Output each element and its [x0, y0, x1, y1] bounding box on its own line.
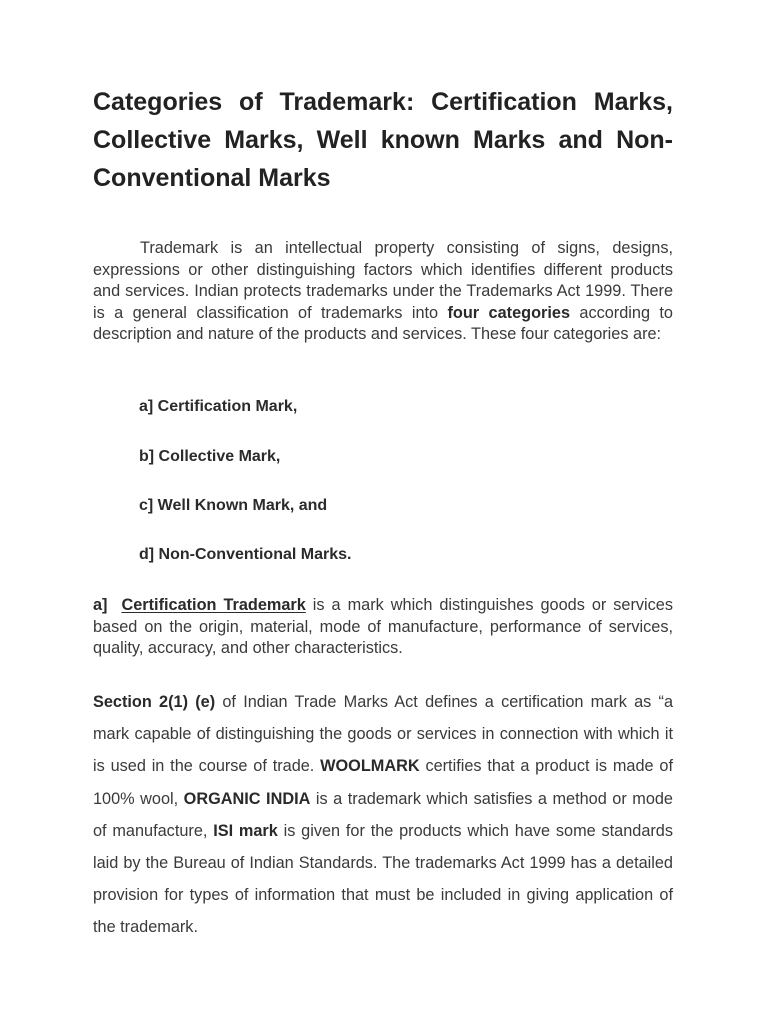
section-bold-organic-india: ORGANIC INDIA — [183, 789, 311, 808]
section-text-4: is given for the products which have some standards laid by the Bureau of Indian Standards. The trademarks Act 1999 has a detailed provision for types of information that must be included in giving application of the trademark. — [93, 821, 673, 937]
section-bold-reference: Section 2(1) (e) — [93, 693, 216, 711]
category-item-collective: b] Collective Mark, — [139, 448, 281, 465]
section-bold-woolmark: WOOLMARK — [320, 757, 420, 776]
section-text-1: of Indian Trade Marks Act defines a certification mark as “a mark capable of distinguishing the goods or services in connection with which it is used in the course of trade. — [93, 693, 673, 776]
certification-text: is a mark which distinguishes goods or services based on the origin, material, mode of manufacture, performance of services, quality, accuracy, and other characteristics. — [93, 596, 673, 657]
category-item-non-conventional: d] Non-Conventional Marks. — [139, 546, 352, 563]
certification-prefix: a] — [93, 596, 108, 614]
certification-paragraph — [93, 595, 673, 660]
section-text-3: is a trademark which satisfies a method or mode of manufacture, — [93, 789, 673, 840]
category-item-well-known: c] Well Known Mark, and — [139, 497, 328, 514]
certification-trademark-link[interactable]: Certification Trademark — [121, 596, 306, 614]
category-item-certification: a] Certification Mark, — [139, 398, 298, 415]
section-bold-isi-mark: ISI mark — [213, 821, 278, 840]
document-title: Categories of Trademark: Certification Marks, Collective Marks, Well known Marks and Non-Conventional Marks — [93, 88, 673, 192]
section-text-2: certifies that a product is made of 100% wool, — [93, 757, 673, 808]
intro-text-b: according to description and nature of the products and services. These four categories are: — [93, 303, 673, 343]
intro-text-a: Trademark is an intellectual property consisting of signs, designs, expressions or other distinguishing factors which identifies different products and services. Indian protects trademarks under the Trademarks Act 1999. There is a general classification of trademarks into — [93, 239, 673, 322]
intro-paragraph — [93, 238, 673, 346]
intro-bold-four-categories: four categories — [447, 303, 570, 322]
section-paragraph — [93, 686, 673, 944]
